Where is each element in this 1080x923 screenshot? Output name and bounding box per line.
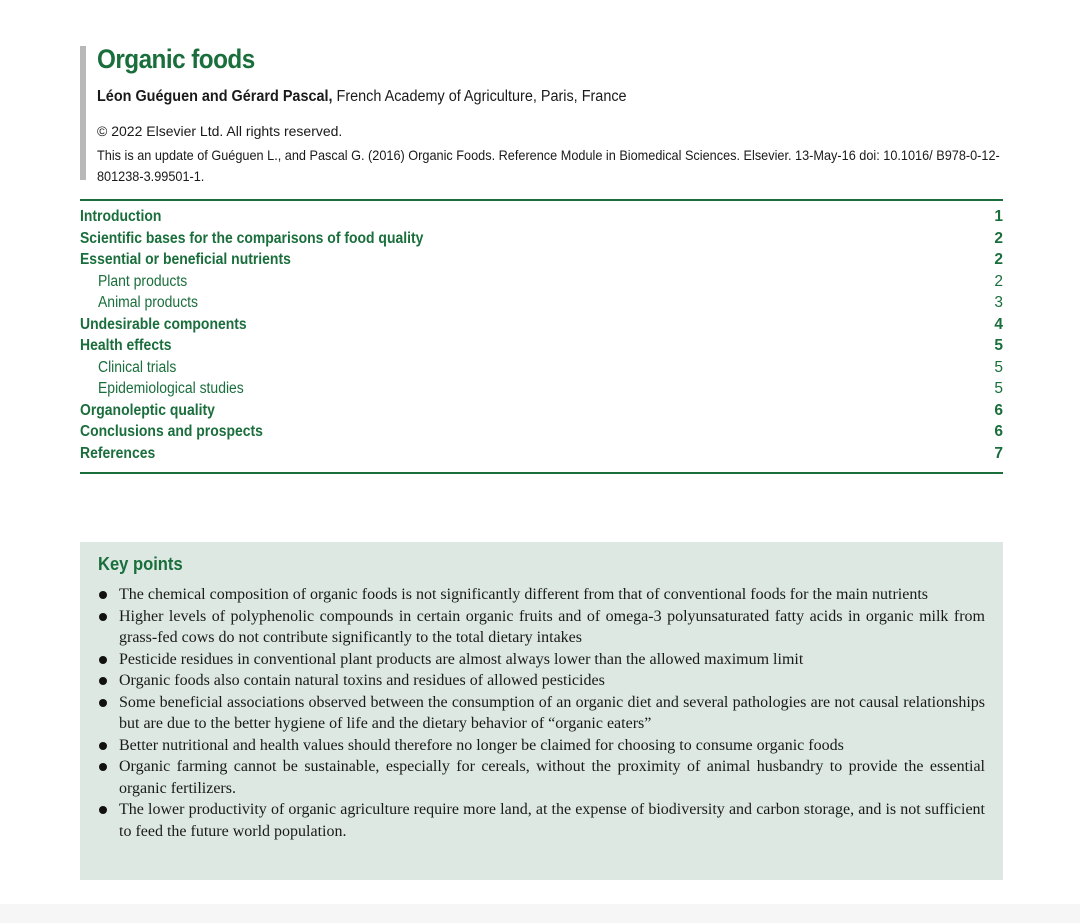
key-point-item [97, 692, 985, 735]
key-point-item [97, 756, 985, 799]
toc-entry-page: 6 [994, 401, 1003, 419]
author-names: Léon Guéguen and Gérard Pascal, [97, 88, 333, 105]
page-title: Organic foods [97, 44, 255, 74]
toc-entry-page: 7 [994, 444, 1003, 462]
toc-entry-label[interactable]: Conclusions and prospects [80, 423, 263, 440]
toc-entry[interactable] [80, 400, 1003, 422]
page-bottom-edge [0, 904, 1080, 923]
toc-entry-label[interactable]: Animal products [98, 294, 199, 311]
table-of-contents [80, 206, 1003, 464]
toc-entry[interactable] [80, 206, 1003, 228]
toc-entry-page: 4 [994, 315, 1003, 333]
toc-entry-page: 5 [994, 337, 1003, 354]
toc-entry[interactable] [80, 421, 1003, 443]
toc-entry[interactable] [80, 357, 1003, 379]
key-point-text: The chemical composition of organic foods is not significantly different from that of conventional foods for the main nutrients [119, 586, 928, 603]
toc-entry-page: 6 [994, 423, 1003, 440]
toc-entry[interactable] [80, 314, 1003, 336]
bullet-icon [99, 613, 107, 621]
toc-entry-label[interactable]: Clinical trials [98, 358, 177, 376]
key-point-item [97, 799, 985, 842]
toc-entry-label[interactable]: Epidemiological studies [98, 380, 244, 397]
toc-entry[interactable] [80, 335, 1003, 357]
update-note: This is an update of Guéguen L., and Pascal G. (2016) Organic Foods. Reference Module in Biomedical Sciences. Elsevier. 13-May-16 doi: 10.1016/ B978-0-12-801238-3.99501-1. [97, 147, 1000, 184]
toc-top-rule [80, 199, 1003, 201]
toc-entry-page: 2 [994, 272, 1003, 290]
toc-entry-page: 5 [994, 358, 1003, 376]
author-affiliation: French Academy of Agriculture, Paris, France [336, 88, 627, 105]
key-point-text: Organic foods also contain natural toxins and residues of allowed pesticides [119, 672, 605, 689]
toc-entry-label[interactable]: Essential or beneficial nutrients [80, 251, 291, 268]
bullet-icon [99, 699, 107, 707]
toc-entry-page: 2 [994, 251, 1003, 268]
bullet-icon [99, 591, 107, 599]
key-point-text: Higher levels of polyphenolic compounds in certain organic fruits and of omega-3 polyunsaturated fatty acids in organic milk from grass-fed cows do not contribute significantly to the total dietary intakes [119, 607, 985, 646]
toc-entry[interactable] [80, 378, 1003, 400]
toc-entry-label[interactable]: Plant products [98, 272, 188, 290]
toc-entry[interactable] [80, 292, 1003, 314]
toc-entry-label[interactable]: Introduction [80, 208, 162, 225]
toc-bottom-rule [80, 472, 1003, 474]
key-point-text: Pesticide residues in conventional plant products are almost always lower than the allowed maximum limit [119, 650, 804, 668]
key-point-text: Some beneficial associations observed between the consumption of an organic diet and several pathologies are not causal relationships but are due to the better hygiene of life and the dietary behavior of “organic eaters” [119, 693, 985, 732]
key-point-text: Better nutritional and health values should therefore no longer be claimed for choosing to consume organic foods [119, 736, 844, 754]
key-points-title: Key points [98, 554, 183, 574]
toc-entry[interactable] [80, 249, 1003, 271]
bullet-icon [99, 677, 107, 685]
header-accent-bar [80, 46, 86, 180]
bullet-icon [99, 742, 107, 750]
key-points-list [97, 584, 985, 842]
key-point-text: Organic farming cannot be sustainable, especially for cereals, without the proximity of animal husbandry to provide the essential organic fertilizers. [119, 758, 985, 797]
toc-entry-page: 2 [994, 229, 1003, 247]
toc-entry-label[interactable]: Undesirable components [80, 315, 247, 333]
toc-entry-label[interactable]: Organoleptic quality [80, 401, 215, 419]
key-point-item [97, 606, 985, 649]
toc-entry-page: 3 [994, 294, 1003, 311]
toc-entry-label[interactable]: References [80, 444, 156, 462]
bullet-icon [99, 806, 107, 814]
authors-line [97, 88, 627, 106]
key-point-item [97, 670, 985, 692]
toc-entry-page: 5 [994, 380, 1003, 397]
toc-entry[interactable] [80, 271, 1003, 293]
copyright-notice: © 2022 Elsevier Ltd. All rights reserved. [97, 123, 343, 139]
toc-entry[interactable] [80, 443, 1003, 465]
bullet-icon [99, 763, 107, 771]
key-point-item [97, 735, 985, 757]
toc-entry-page: 1 [994, 208, 1003, 225]
key-point-item [97, 584, 985, 606]
toc-entry-label[interactable]: Scientific bases for the comparisons of food quality [80, 229, 424, 247]
toc-entry[interactable] [80, 228, 1003, 250]
bullet-icon [99, 656, 107, 664]
key-point-text: The lower productivity of organic agriculture require more land, at the expense of biodiversity and carbon storage, and is not sufficient to feed the future world population. [119, 801, 985, 840]
key-point-item [97, 649, 985, 671]
toc-entry-label[interactable]: Health effects [80, 337, 172, 354]
